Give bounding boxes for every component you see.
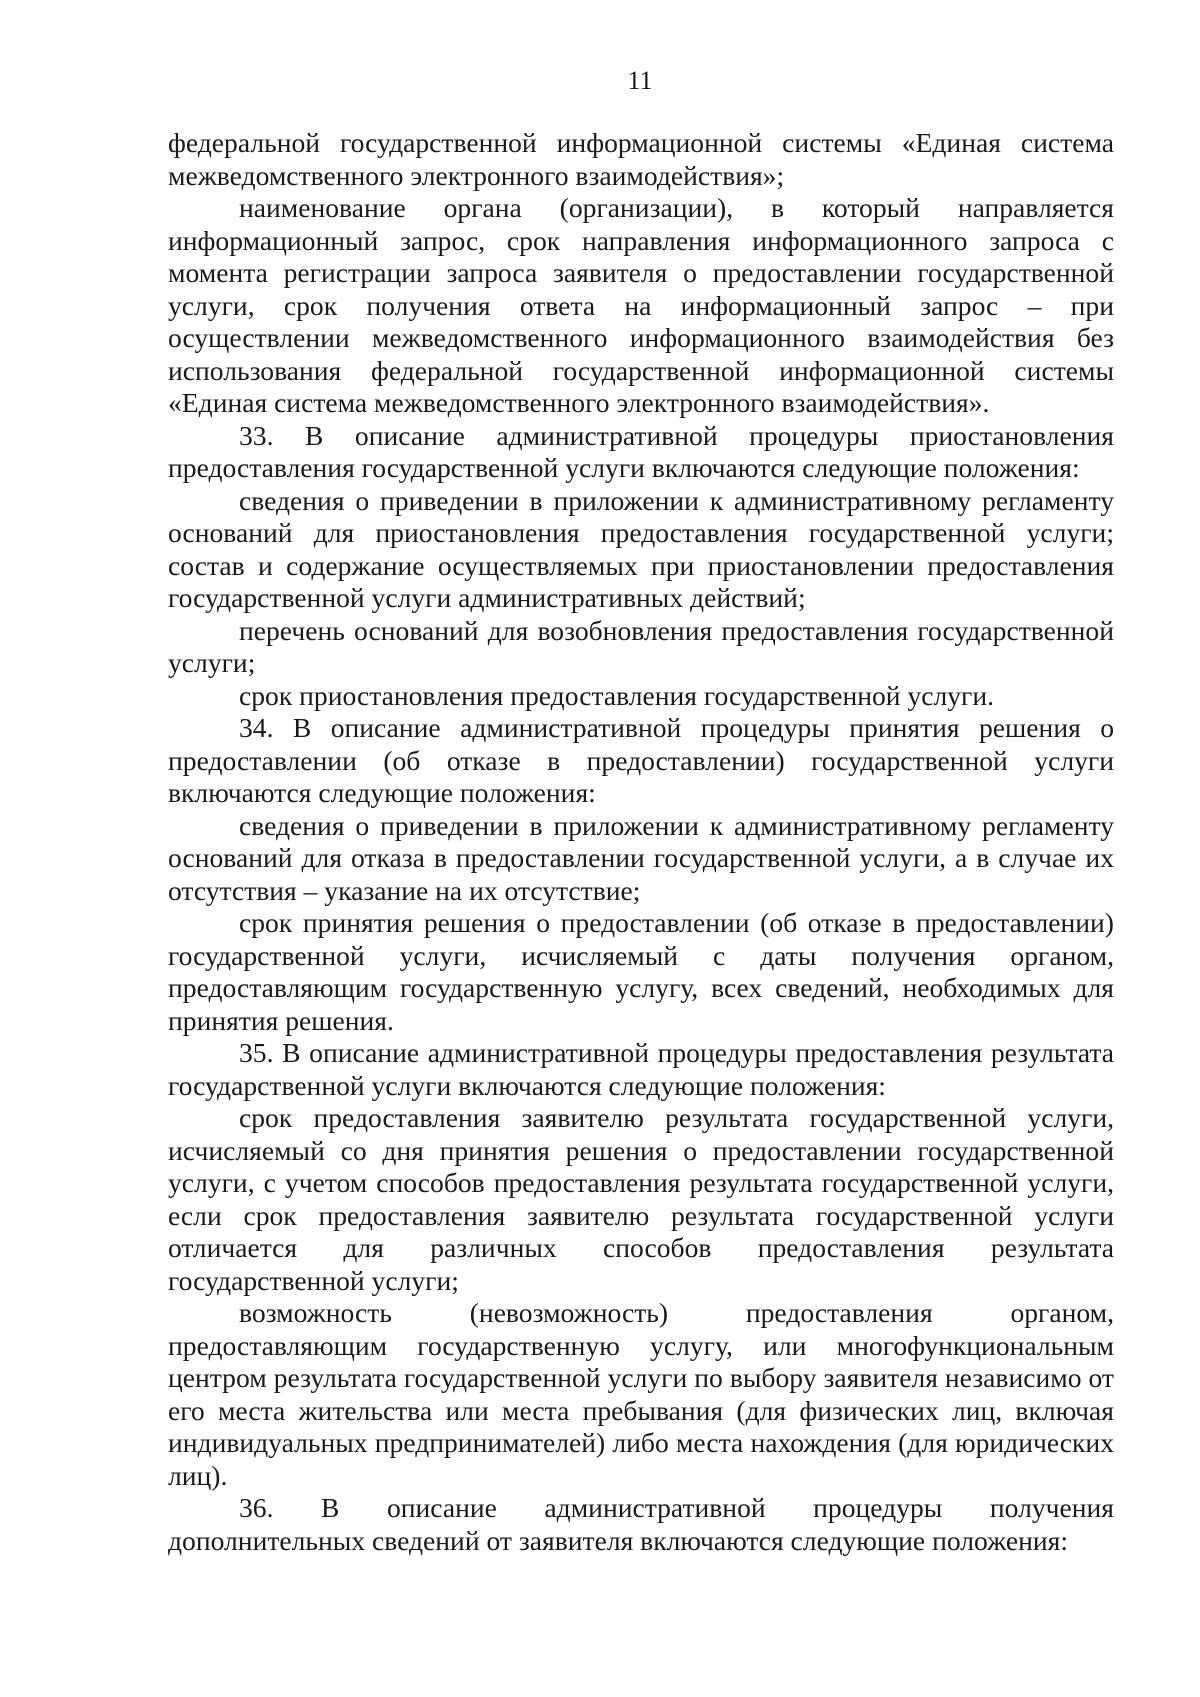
paragraph-decision-term: срок принятия решения о предоставлении (об отказе в предоставлении) государственной услуги, исчисляемый с даты получения органом, предоставляющим государственную услугу, всех сведений, необходимых для принятия решения. [168, 907, 1114, 1036]
paragraph-request-details: наименование органа (организации), в который направляется информационный запрос, срок направления информационного запроса с момента регистрации запроса заявителя о предоставлении государственной услуги, срок получения ответа на информационный запрос – при осуществлении межведомственного информационного взаимодействия без использования федеральной государственной информационной системы «Единая система межведомственного электронного взаимодействия». [168, 192, 1114, 418]
paragraph-continuation: федеральной государственной информационной системы «Единая система межведомственного электронного взаимодействия»; [168, 127, 1114, 191]
page-number: 11 [627, 66, 653, 95]
paragraph-item-35: 35. В описание административной процедуры предоставления результата государственной услуги включаются следующие положения: [168, 1037, 1114, 1101]
paragraph-suspension-term: срок приостановления предоставления государственной услуги. [239, 679, 995, 711]
paragraph-item-33: 33. В описание административной процедуры приостановления предоставления государственной услуги включаются следующие положения: [168, 419, 1114, 483]
paragraph-resumption-grounds: перечень оснований для возобновления предоставления государственной услуги; [168, 614, 1114, 678]
paragraph-item-34: 34. В описание административной процедуры принятия решения о предоставлении (об отказе в предоставлении) государственной услуги включаются следующие положения: [168, 712, 1114, 808]
page-body [168, 127, 1114, 1557]
paragraph-item-36: 36. В описание административной процедуры получения дополнительных сведений от заявителя включаются следующие положения: [168, 1492, 1114, 1556]
paragraph-result-availability: возможность (невозможность) предоставления органом, предоставляющим государственную услугу, или многофункциональным центром результата государственной услуги по выбору заявителя независимо от его места жительства или места пребывания (для физических лиц, включая индивидуальных предпринимателей) либо места нахождения (для юридических лиц). [168, 1297, 1114, 1491]
paragraph-result-term: срок предоставления заявителю результата государственной услуги, исчисляемый со дня принятия решения о предоставлении государственной услуги, с учетом способов предоставления результата государственной услуги, если срок предоставления заявителю результата государственной услуги отличается для различных способов предоставления результата государственной услуги; [168, 1102, 1114, 1296]
paragraph-suspension-grounds: сведения о приведении в приложении к административному регламенту оснований для приостановления предоставления государственной услуги; состав и содержание осуществляемых при приостановлении предоставления государственной услуги административных действий; [168, 484, 1114, 613]
paragraph-refusal-grounds: сведения о приведении в приложении к административному регламенту оснований для отказа в предоставлении государственной услуги, а в случае их отсутствия – указание на их отсутствие; [168, 809, 1114, 906]
